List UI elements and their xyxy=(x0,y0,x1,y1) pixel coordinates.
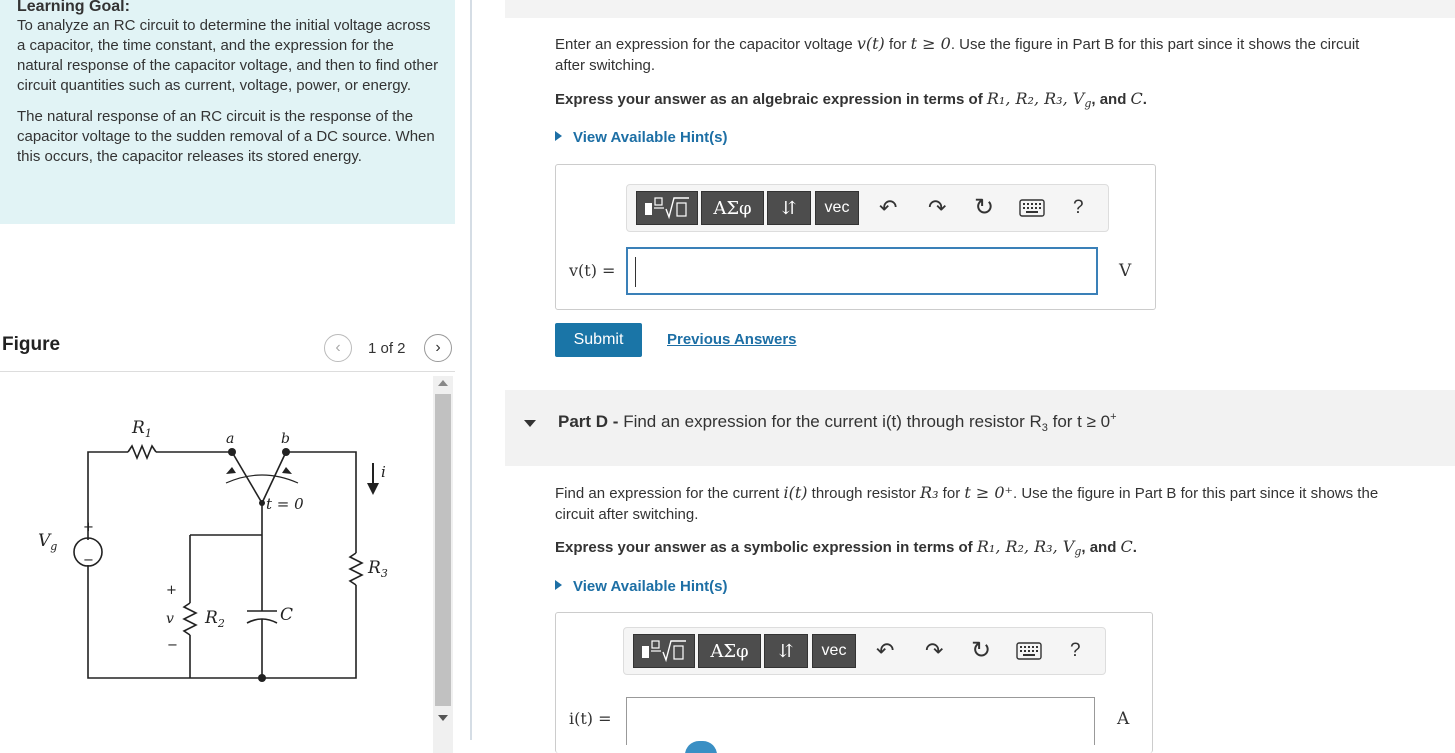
hint-label: View Available Hint(s) xyxy=(573,129,728,146)
current-arrow-head xyxy=(367,483,379,495)
express-prefix-d: Express your answer as a symbolic expression in terms of xyxy=(555,539,977,556)
keyboard-icon[interactable] xyxy=(1016,642,1042,660)
express-vars: R₁, R₂, R₃, V xyxy=(986,89,1085,108)
learning-goal-text: To analyze an RC circuit to determine the initial voltage across a capacitor, the time constant, and the expression for the natural response of the capacitor voltage, and then to find other circuit quantities such as current, voltage, power, or energy. xyxy=(17,17,439,94)
reset-icon[interactable]: ↻ xyxy=(974,194,995,221)
v-plus: + xyxy=(166,583,177,598)
help-button[interactable]: ? xyxy=(1070,640,1081,661)
part-d-question xyxy=(555,482,1455,525)
caret-down-icon xyxy=(524,420,536,427)
part-d-text-line2: circuit after switching. xyxy=(555,506,699,523)
right-panel xyxy=(480,0,1455,753)
label-r1: $R_1$ xyxy=(132,418,152,440)
part-c-answer-box xyxy=(555,164,1156,310)
figure-page-count: 1 of 2 xyxy=(368,340,406,357)
arrows-button[interactable]: ⇵ xyxy=(764,634,808,668)
label-v: v xyxy=(166,611,174,627)
part-d-title-text: Find an expression for the current i(t) through resistor R xyxy=(623,412,1042,431)
part-d-hint-link[interactable] xyxy=(555,578,728,595)
part-d-title-sup: + xyxy=(1110,411,1117,423)
part-c-express xyxy=(555,88,1147,114)
express-vars-sub: g xyxy=(1084,97,1092,110)
prev-figure-button[interactable] xyxy=(324,334,352,362)
part-c-text-line2: after switching. xyxy=(555,57,656,74)
undo-icon[interactable]: ↶ xyxy=(876,638,895,663)
part-c-header-strip xyxy=(505,0,1455,18)
label-r2: $R_2$ xyxy=(205,608,225,630)
text-cursor xyxy=(635,257,636,287)
templates-button[interactable] xyxy=(636,191,698,225)
node-bottom xyxy=(258,674,266,682)
resistor-r1 xyxy=(128,446,156,458)
part-d-text-c: for xyxy=(938,485,965,502)
label-c: C xyxy=(280,605,294,625)
fraction-sqrt-template-icon xyxy=(641,195,693,221)
undo-icon[interactable]: ↶ xyxy=(879,195,898,220)
part-c-hint-link[interactable] xyxy=(555,129,728,146)
part-c-text-c: . Use the figure in Part B for this part since it shows the circuit xyxy=(950,36,1360,53)
express-prefix: Express your answer as an algebraic expression in terms of xyxy=(555,91,987,108)
i-t-label: i(t) = xyxy=(569,709,612,728)
math-toolbar xyxy=(626,184,1109,232)
part-d-text-b: through resistor xyxy=(807,485,921,502)
node-b xyxy=(282,448,290,456)
label-r3: $R_3$ xyxy=(368,558,388,580)
learning-goal-heading: Learning Goal: xyxy=(17,0,130,15)
switch-arc xyxy=(226,475,298,483)
express-end-d: . xyxy=(1132,539,1137,556)
math-r3: R₃ xyxy=(920,483,939,502)
part-d-title-end: for t ≥ 0 xyxy=(1047,412,1111,431)
math-vt: v(t) xyxy=(856,34,885,53)
resistor-r2 xyxy=(184,603,196,635)
part-c-question xyxy=(555,33,1445,76)
i-t-input[interactable] xyxy=(626,697,1095,745)
switch-arrow-right xyxy=(282,467,292,474)
part-d-answer-box xyxy=(555,612,1153,753)
express-last-d: C xyxy=(1120,537,1133,556)
scrollbar-thumb[interactable] xyxy=(435,394,451,706)
panel-divider xyxy=(470,0,472,740)
v-t-unit: V xyxy=(1119,261,1132,281)
figure-header xyxy=(0,330,455,372)
greek-button[interactable]: ΑΣφ xyxy=(698,634,761,668)
reset-icon[interactable]: ↻ xyxy=(971,637,992,664)
express-end: . xyxy=(1142,91,1147,108)
part-d-title-bold: Part D - xyxy=(558,412,624,431)
part-d-header[interactable] xyxy=(505,390,1455,466)
math-condition-d: t ≥ 0⁺ xyxy=(964,483,1013,502)
express-vars-sub-d: g xyxy=(1074,545,1082,558)
v-minus: − xyxy=(167,638,178,653)
circuit-diagram xyxy=(0,375,430,753)
part-c-text: Enter an expression for the capacitor voltage xyxy=(555,36,857,53)
switch-arrow-left xyxy=(226,467,236,474)
help-button[interactable]: ? xyxy=(1073,197,1084,218)
part-d-text-d: . Use the figure in Part B for this part since it shows the xyxy=(1013,485,1379,502)
templates-button[interactable] xyxy=(633,634,695,668)
node-pivot xyxy=(259,500,265,506)
part-d-text: Find an expression for the current xyxy=(555,485,784,502)
source-plus: + xyxy=(83,520,94,535)
scroll-down-arrow-icon[interactable] xyxy=(438,715,448,721)
label-i: i xyxy=(381,463,386,481)
express-vars-d: R₁, R₂, R₃, V xyxy=(976,537,1075,556)
scroll-up-arrow-icon[interactable] xyxy=(438,380,448,386)
v-t-label: v(t) = xyxy=(569,261,616,280)
left-panel xyxy=(0,0,470,753)
redo-icon[interactable]: ↷ xyxy=(925,638,944,663)
part-d-express xyxy=(555,536,1137,562)
submit-button[interactable]: Submit xyxy=(555,323,642,357)
resistor-r3 xyxy=(350,553,362,585)
vec-button[interactable]: vec xyxy=(812,634,856,668)
arrows-button[interactable]: ⇵ xyxy=(767,191,811,225)
redo-icon[interactable]: ↷ xyxy=(928,195,947,220)
fraction-sqrt-template-icon xyxy=(638,638,690,664)
label-vg: $V_g$ xyxy=(38,531,58,553)
label-a: a xyxy=(226,431,235,447)
caret-right-icon xyxy=(555,131,562,141)
part-d-title-sub: 3 xyxy=(1041,422,1048,434)
wire-top-left xyxy=(88,452,128,540)
i-t-unit: A xyxy=(1117,709,1130,729)
chevron-left-icon: ‹ xyxy=(335,339,341,356)
part-d-title xyxy=(558,411,1117,434)
express-and: , and xyxy=(1091,91,1131,108)
source-minus: − xyxy=(83,553,94,568)
label-t0: t = 0 xyxy=(266,495,304,513)
figure-title: Figure xyxy=(2,334,61,355)
math-it: i(t) xyxy=(783,483,808,502)
label-b: b xyxy=(281,431,290,447)
part-c-text-b: for xyxy=(884,36,911,53)
vec-button[interactable]: vec xyxy=(815,191,859,225)
math-toolbar-d xyxy=(623,627,1106,675)
learning-goal-text-2: The natural response of an RC circuit is the response of the capacitor voltage to the sudden removal of a DC source. When this occurs, the capacitor releases its stored energy. xyxy=(17,108,435,165)
math-condition: t ≥ 0 xyxy=(910,34,951,53)
chevron-right-icon: › xyxy=(435,339,441,356)
figure-scrollbar[interactable] xyxy=(433,376,453,753)
greek-button[interactable]: ΑΣφ xyxy=(701,191,764,225)
hint-label-d: View Available Hint(s) xyxy=(573,578,728,595)
next-figure-button[interactable] xyxy=(424,334,452,362)
learning-goal-box xyxy=(0,0,455,224)
previous-answers-link[interactable]: Previous Answers xyxy=(667,331,797,348)
switch-blade-a xyxy=(232,452,262,503)
keyboard-icon[interactable] xyxy=(1019,199,1045,217)
node-a xyxy=(228,448,236,456)
express-last: C xyxy=(1130,89,1143,108)
v-t-input[interactable] xyxy=(626,247,1098,295)
express-and-d: , and xyxy=(1081,539,1121,556)
caret-right-icon xyxy=(555,580,562,590)
